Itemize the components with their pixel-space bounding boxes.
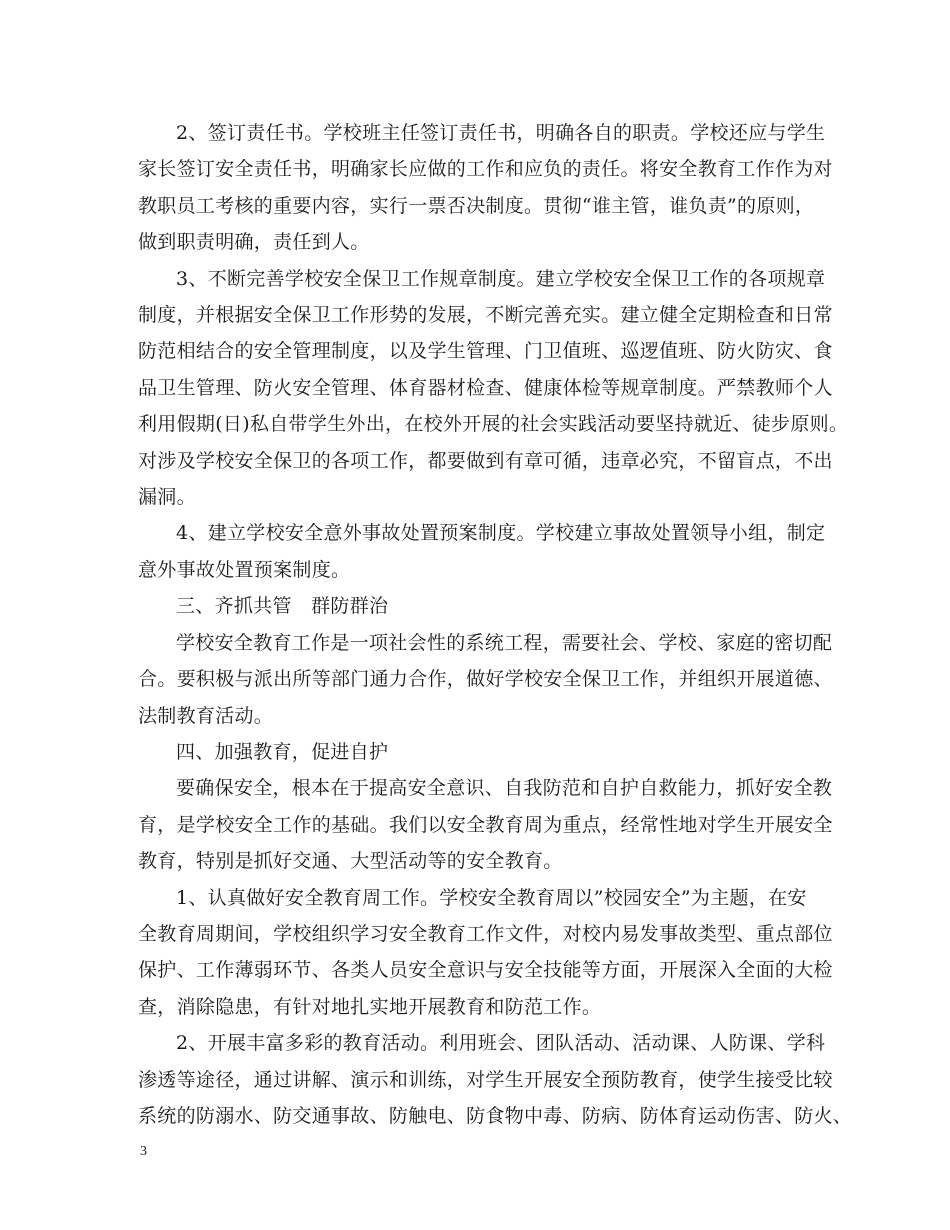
text-line: 法制教育活动。: [138, 704, 274, 727]
text-line: 利用假期(日)私自带学生外出，在校外开展的社会实践活动要坚持就近、徒步原则。: [138, 413, 849, 436]
text-line: 查，消除隐患，有针对地扎实地开展教育和防范工作。: [138, 995, 602, 1018]
text-line: 品卫生管理、防火安全管理、体育器材检查、健康体检等规章制度。严禁教师个人: [138, 376, 833, 399]
text-line: 系统的防溺水、防交通事故、防触电、防食物中毒、防病、防体育运动伤害、防火、: [138, 1104, 853, 1127]
text-line: 做到职责明确，责任到人。: [138, 231, 370, 254]
text-line: 保护、工作薄弱环节、各类人员安全意识与安全技能等方面，开展深入全面的大检: [138, 959, 833, 982]
text-line: 育，是学校安全工作的基础。我们以安全教育周为重点，经常性地对学生开展安全: [138, 813, 833, 836]
text-line: 制度，并根据安全保卫工作形势的发展，不断完善充实。建立健全定期检查和日常: [138, 304, 833, 327]
text-line: 2、签订责任书。学校班主任签订责任书，明确各自的职责。学校还应与学生: [176, 122, 826, 144]
text-line: 防范相结合的安全管理制度，以及学生管理、门卫值班、巡逻值班、防火防灾、食: [138, 340, 833, 363]
text-line: 渗透等途径，通过讲解、演示和训练，对学生开展安全预防教育，使学生接受比较: [138, 1068, 833, 1091]
text-line: 漏洞。: [138, 486, 196, 509]
text-line: 家长签订安全责任书，明确家长应做的工作和应负的责任。将安全教育工作作为对: [138, 158, 833, 181]
text-line: 1、认真做好安全教育周工作。学校安全教育周以”校园安全”为主题，在安: [176, 886, 807, 909]
text-line: 4、建立学校安全意外事故处置预案制度。学校建立事故处置领导小组，制定: [176, 522, 826, 545]
text-line: 教职员工考核的重要内容，实行一票否决制度。贯彻“谁主管，谁负责”的原则，: [138, 194, 815, 217]
text-line: 学校安全教育工作是一项社会性的系统工程，需要社会、学校、家庭的密切配: [176, 631, 833, 654]
page-number: 3: [140, 1144, 147, 1159]
body-text: [138, 115, 853, 1134]
text-line: 2、开展丰富多彩的教育活动。利用班会、团队活动、活动课、人防课、学科: [176, 1032, 826, 1055]
text-line: 合。要积极与派出所等部门通力合作，做好学校安全保卫工作，并组织开展道德、: [138, 668, 833, 691]
text-line: 3、不断完善学校安全保卫工作规章制度。建立学校安全保卫工作的各项规章: [176, 267, 826, 290]
text-line: 对涉及学校安全保卫的各项工作，都要做到有章可循，违章必究，不留盲点，不出: [138, 449, 833, 472]
text-line: 要确保安全，根本在于提高安全意识、自我防范和自护自救能力，抓好安全教: [176, 777, 833, 800]
text-line: 三、齐抓共管 群防群治: [176, 595, 389, 618]
text-line: 全教育周期间，学校组织学习安全教育工作文件，对校内易发事故类型、重点部位: [138, 922, 833, 945]
text-line: 意外事故处置预案制度。: [138, 558, 351, 581]
text-line: 四、加强教育，促进自护: [176, 740, 389, 763]
text-line: 教育，特别是抓好交通、大型活动等的安全教育。: [138, 850, 563, 873]
